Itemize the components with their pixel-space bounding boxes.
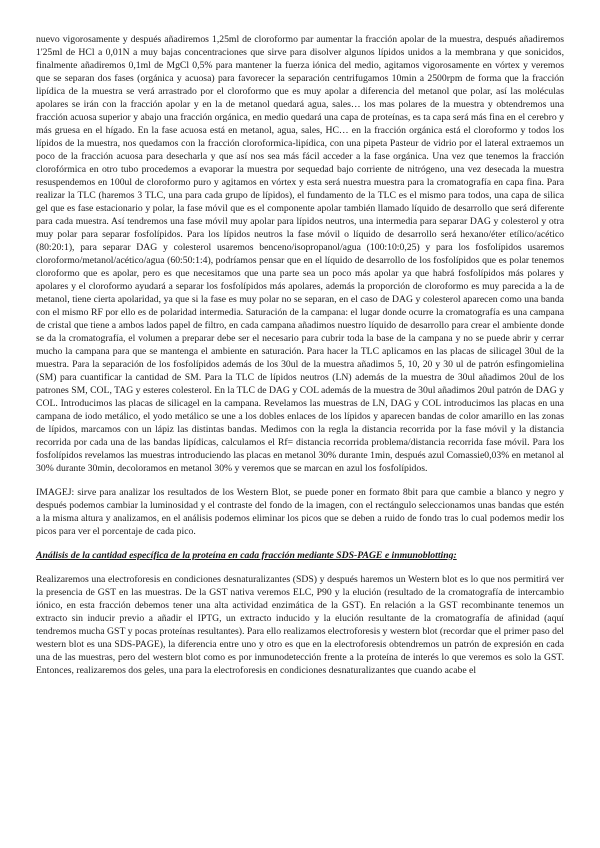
methods-paragraph: nuevo vigorosamente y después añadiremos 1,25ml de cloroformo par aumentar la fracción apolar de la muestra, después añadiremos 1'25ml de HCl a 0,01N a muy bajas concentraciones que sirve para disolver algunos lípidos unidos a la membrana y que sonicidos, finalmente añadiremos 0,1ml de MgCl 0,5% para mantener la fuerza iónica del medio, agitamos vigorosamente en vórtex y veremos que se separan dos fases (orgánica y acuosa) para favorecer la separación centrifugamos 10min a 2500rpm de forma que la fracción lipídica de la muestra se verá arrastrado por el cloroformo que es muy apolar a diferencia del metanol que polar, así las moléculas apolares se irán con la fracción apolar y en la de metanol quedará agua, sales… los mas polares de la muestra y obtendremos una fracción acuosa superior y abajo una fracción orgánica, en medio quedará una capa de proteínas, es ta capa será más fina en el cerebro y más gruesa en el hígado. En la fase acuosa está en metanol, agua, sales, HC… en la fracción orgánica está el cloroformo y todos los lípidos de la muestra, nos quedamos con la fracción cloroformica-lipídica, con una pipeta Pasteur de vidrio por el lateral extraemos un poco de la fracción acuosa para desecharla y que así nos sea más fácil acceder a la fase orgánica. Una vez que tenemos la fracción clorofórmica en otro tubo procedemos a evaporar la muestra por sequedad bajo corriente de nitrógeno, una vez desecada la muestra resuspendemos en 100ul de cloroformo puro y agitamos en vórtex y esta será nuestra muestra para la cromatografía en capa fina. Para realizar la TLC (haremos 3 TLC, una para cada grupo de lípidos), el fundamento de la TLC es el mismo para todos, una capa de silica gel que es fase estacionario y polar, la fase móvil que es el componente apolar también llamado líquido de desarrollo que será diferente para cada muestra. Así tendremos una fase móvil muy apolar para lípidos neutros, una intermedia para separar DAG y colesterol y otra muy polar para separar fosfolípidos. Para los lípidos neutros la fase móvil o líquido de desarrollo será hexano/éter etílico/acético (80:20:1), para separar DAG y colesterol usaremos benceno/isopropanol/agua (100:10:0,25) y para los fosfolípidos usaremos cloroformo/metanol/acético/agua (60:50:1:4), podríamos pensar que en el líquido de desarrollo de los fosfolípidos que es polar tenemos cloroformo que es apolar, pero es que necesitamos que una parte sea un poco más apolar ya que habrá fosfolípidos más polares y apolares y el cloroformo ayudará a separar los fosfolípidos más apolares, además la proporción de cloroformo es muy parecida a la de metanol, tiene cierta apolaridad, ya que si la fase es muy polar no se separan, en el caso de DAG y colesterol aparecen como una banda con el mismo RF por ello es de polaridad intermedia. Saturación de la campana: el lugar donde ocurre la cromatografía es una campana de cristal que tiene a ambos lados papel de filtro, en cada campana añadimos nuestro líquido de desarrollo para crear el ambiente donde se da la cromatografía, el volumen a preparar debe ser el necesario para cubrir toda la base de la campana y no se puede abrir y cerrar mucho la campana para que se mantenga el ambiente en saturación. Para hacer la TLC aplicamos en las placas de silicagel 30ul de la muestra. Para la separación de los fosfolípidos además de los 30ul de la muestra añadimos 5, 10, 20 y 30 ul de patrón esfingomielina (SM) para cuantificar la cantidad de SM. Para la TLC de lípidos neutros (LN) además de la muestra de 30ul añadimos 20ul de los patrones SM, COL, TAG y esteres colesterol. En la TLC de DAG y COL además de la muestra de 30ul añadimos 20ul patrón de DAG y COL. Introducimos las placas de silicagel en la campana. Revelamos las muestras de LN, DAG y COL introducimos las placas en una campana de iodo metálico, el yodo metálico se une a los dobles enlaces de los lípidos y aparecen bandas de color amarillo en las zonas de lípidos, marcamos con un lápiz las distintas bandas. Medimos con la regla la distancia recorrida por la fase móvil y la distancia recorrida por cada una de las bandas lipídicas, calculamos el Rf= distancia recorrida problema/distancia recorrida fase móvil. Para los fosfolípidos revelamos las muestras introduciendo las placas en metanol 30% durante 1min, después azul Comassie0,03% en metanol al 30% durante 30min, decoloramos en metanol 30% y veremos que se marcan en azul los fosfolípidos. xyxy=(36,34,564,474)
section-heading: Análisis de la cantidad específica de la proteína en cada fracción mediante SDS-PAGE e inmunoblotting: xyxy=(36,550,457,561)
electrophoresis-paragraph: Realizaremos una electroforesis en condiciones desnaturalizantes (SDS) y después haremos un Western blot es lo que nos permitirá ver la presencia de GST en las muestras. De la GST nativa veremos ELC, P90 y la elución (resultado de la cromatografía de intercambio iónico, en esta fracción debemos tener una alta actividad enzimática de la GST). En relación a la GST recombinante tenemos un extracto sin inducir previo a añadir el IPTG, un extracto inducido y la elución resultante de la cromatografía de afinidad (aquí tendremos mucha GST y pocas proteínas resultantes). Para ello realizamos electroforesis y western blot (recordar que el primer paso del western blot es una SDS-PAGE), la diferencia entre uno y otro es que en la electroforesis obtendremos un patrón de expresión en cada una de las muestras, pero del western blot como es por inmunodetección frente a la proteína de interés lo que veremos es solo la GST. Entonces, realizaremos dos geles, una para la electroforesis en condiciones desnaturalizantes que cuando acabe el xyxy=(36,574,564,676)
imagej-paragraph: IMAGEJ: sirve para analizar los resultados de los Western Blot, se puede poner en formato 8bit para que cambie a blanco y negro y después podemos cambiar la luminosidad y el contraste del fondo de la imagen, con el rectángulo seleccionamos unas bandas que estén a la misma altura y analizamos, en el análisis podemos eliminar los picos que se deben a ruido de fondo tras lo cual podemos medir los picos para ver el porcentaje de cada pico. xyxy=(36,487,564,537)
